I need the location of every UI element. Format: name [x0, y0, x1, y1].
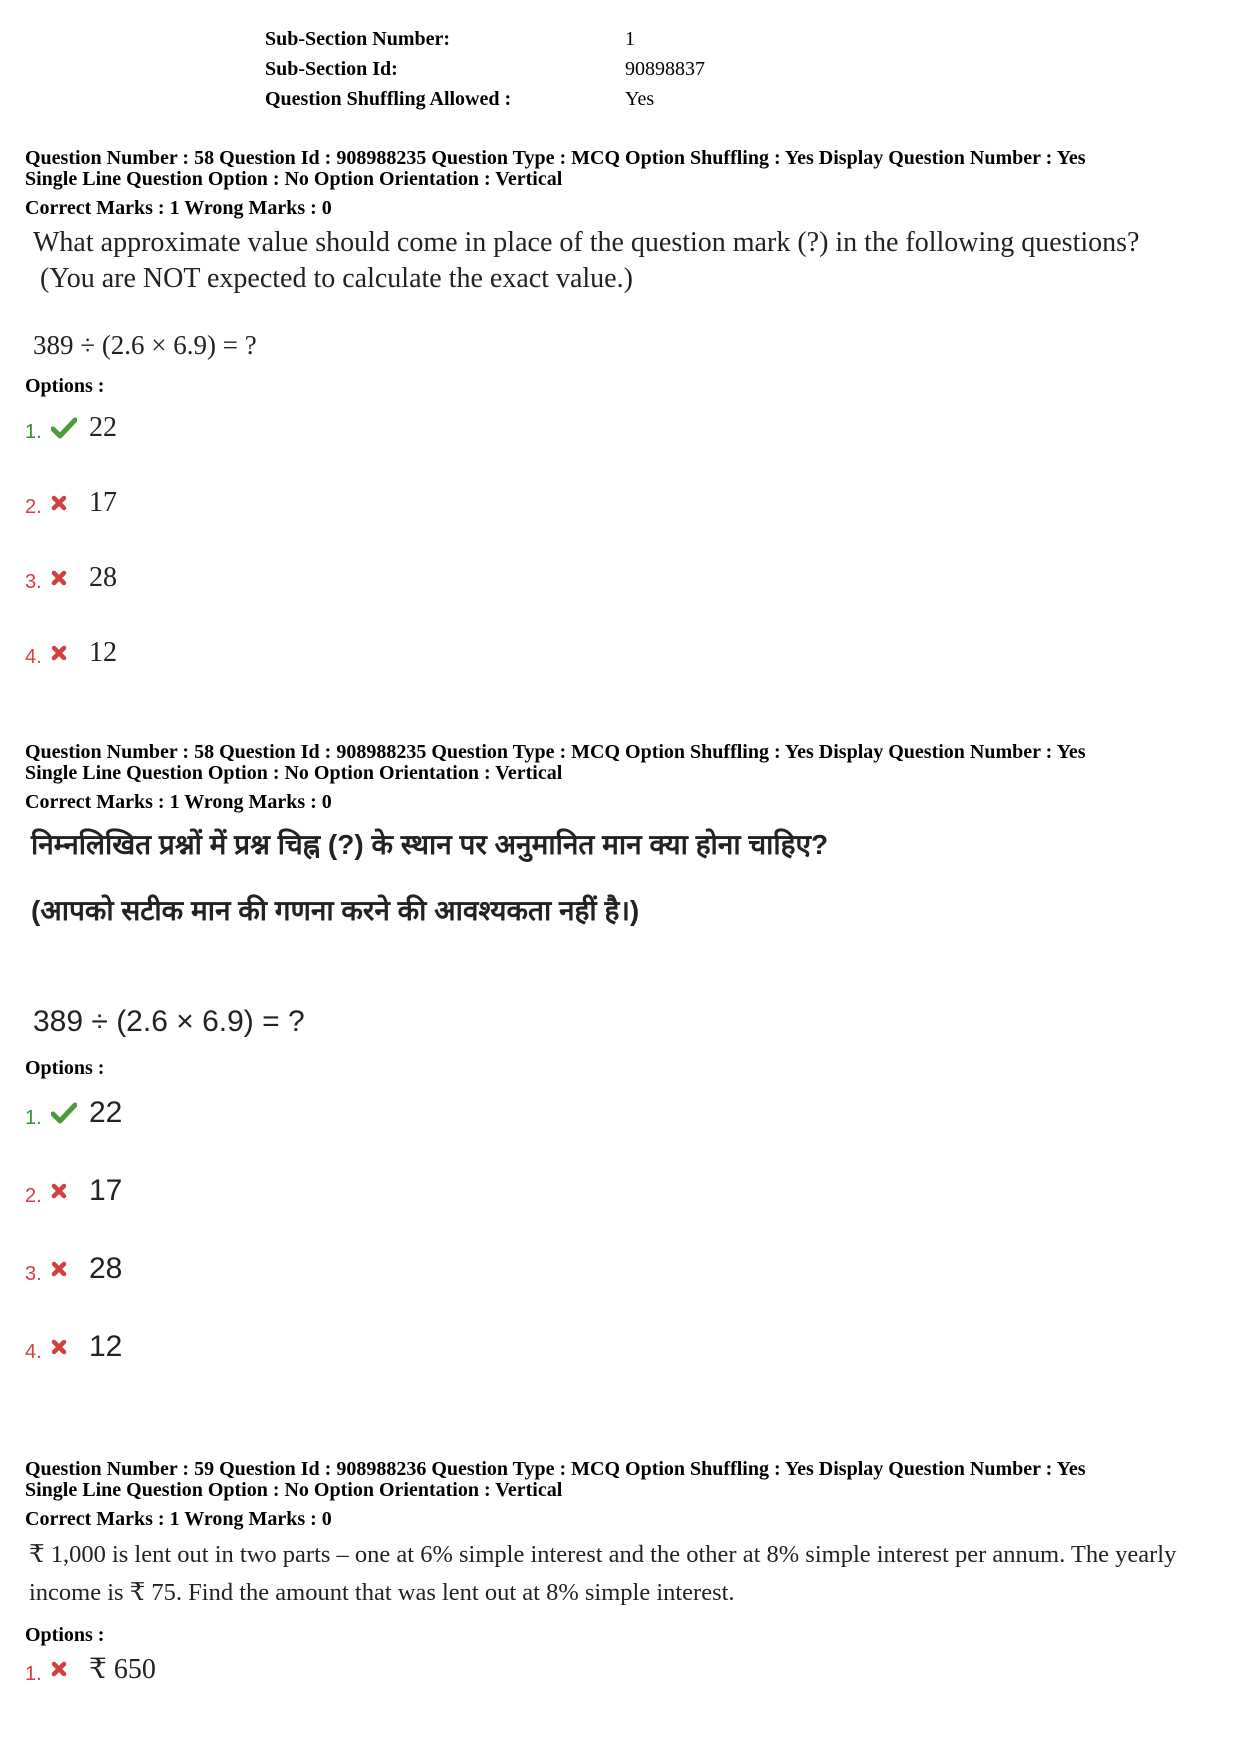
question-header-line1: Question Number : 58 Question Id : 908988235 Question Type : MCQ Option Shuffling : Yes Display Question Number : Yes	[25, 147, 1086, 169]
option-item[interactable]	[25, 390, 1215, 465]
options-label: Options :	[25, 1624, 105, 1646]
option-item[interactable]	[25, 615, 1215, 690]
subsection-info	[265, 24, 705, 114]
options-list	[25, 390, 1215, 690]
option-item[interactable]	[25, 465, 1215, 540]
option-number: 2.	[25, 496, 42, 518]
question-text-line1: ₹ 1,000 is lent out in two parts – one at 6% simple interest and the other at 8% simple interest per annum. The yearly	[29, 1541, 1177, 1568]
question-header-line1: Question Number : 58 Question Id : 908988235 Question Type : MCQ Option Shuffling : Yes Display Question Number : Yes	[25, 741, 1086, 763]
option-item[interactable]	[25, 1308, 1215, 1386]
question-header-line2: Single Line Question Option : No Option Orientation : Vertical	[25, 168, 563, 190]
option-item[interactable]	[25, 540, 1215, 615]
cross-icon	[51, 1661, 81, 1677]
question-expression: 389 ÷ (2.6 × 6.9) = ?	[33, 1005, 305, 1038]
question-shuffling-value: Yes	[625, 87, 655, 110]
option-number: 3.	[25, 1262, 42, 1285]
question-block	[25, 1459, 1215, 1691]
question-block	[25, 148, 1215, 690]
question-text	[33, 225, 1215, 297]
option-value: 12	[89, 1330, 123, 1363]
option-item[interactable]	[25, 1152, 1215, 1230]
subsection-number-label: Sub-Section Number:	[265, 27, 451, 50]
question-text-line2: income is ₹ 75. Find the amount that was lent out at 8% simple interest.	[29, 1579, 735, 1606]
question-shuffling-label: Question Shuffling Allowed :	[265, 87, 512, 110]
question-text-line2: (आपको सटीक मान की गणना करने की आवश्यकता नहीं है।)	[31, 895, 640, 926]
subsection-id-label: Sub-Section Id:	[265, 57, 398, 80]
question-text	[29, 1536, 1215, 1612]
option-value: ₹ 650	[89, 1654, 156, 1685]
question-marks: Correct Marks : 1 Wrong Marks : 0	[25, 197, 332, 219]
option-number: 1.	[25, 1662, 42, 1685]
option-item[interactable]	[25, 1074, 1215, 1152]
cross-icon	[51, 645, 81, 661]
cross-icon	[51, 1261, 81, 1277]
subsection-id-value: 90898837	[625, 57, 705, 80]
check-icon	[51, 1102, 81, 1124]
option-number: 4.	[25, 646, 42, 668]
option-value: 28	[89, 561, 117, 593]
check-icon	[51, 417, 81, 439]
options-label: Options :	[25, 1057, 105, 1079]
options-list	[25, 1647, 1215, 1691]
option-number: 2.	[25, 1184, 42, 1207]
option-value: 17	[89, 486, 117, 518]
cross-icon	[51, 495, 81, 511]
option-number: 3.	[25, 571, 42, 593]
question-text-line1: What approximate value should come in place of the question mark (?) in the following questions?	[33, 227, 1140, 258]
question-header-line1: Question Number : 59 Question Id : 908988236 Question Type : MCQ Option Shuffling : Yes Display Question Number : Yes	[25, 1458, 1086, 1480]
options-label: Options :	[25, 375, 105, 397]
option-item[interactable]	[25, 1647, 1215, 1691]
subsection-id-row	[265, 54, 705, 84]
option-value: 22	[89, 1096, 123, 1129]
option-number: 1.	[25, 1106, 42, 1129]
question-marks: Correct Marks : 1 Wrong Marks : 0	[25, 791, 332, 813]
option-number: 1.	[25, 421, 42, 443]
question-marks: Correct Marks : 1 Wrong Marks : 0	[25, 1508, 332, 1530]
cross-icon	[51, 1183, 81, 1199]
option-value: 17	[89, 1174, 123, 1207]
question-block	[25, 742, 1215, 1386]
subsection-number-value: 1	[625, 27, 635, 50]
option-number: 4.	[25, 1340, 42, 1363]
options-list	[25, 1074, 1215, 1386]
question-text-line1: निम्नलिखित प्रश्नों में प्रश्न चिह्न (?) के स्थान पर अनुमानित मान क्या होना चाहिए?	[31, 829, 829, 860]
question-header-line2: Single Line Question Option : No Option Orientation : Vertical	[25, 762, 563, 784]
cross-icon	[51, 570, 81, 586]
question-text-line2: (You are NOT expected to calculate the exact value.)	[33, 263, 633, 294]
option-value: 22	[89, 411, 117, 443]
option-value: 12	[89, 636, 117, 668]
option-item[interactable]	[25, 1230, 1215, 1308]
question-shuffling-row	[265, 84, 705, 114]
question-text	[31, 827, 1215, 929]
question-header-line2: Single Line Question Option : No Option Orientation : Vertical	[25, 1479, 563, 1501]
question-expression: 389 ÷ (2.6 × 6.9) = ?	[33, 330, 257, 360]
cross-icon	[51, 1339, 81, 1355]
option-value: 28	[89, 1252, 123, 1285]
subsection-number-row	[265, 24, 705, 54]
